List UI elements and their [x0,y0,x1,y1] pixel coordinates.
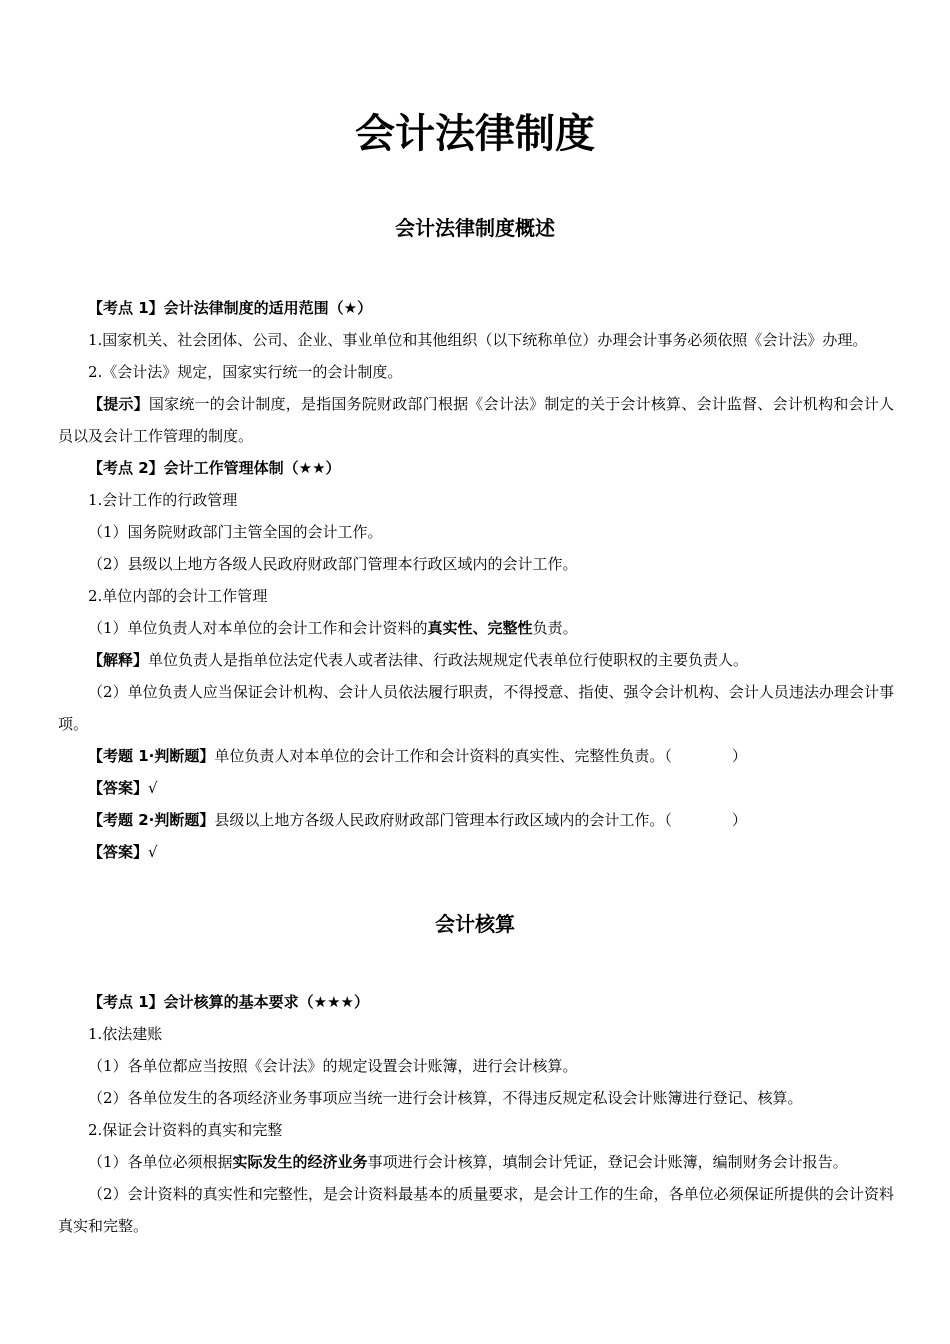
explain-text: 单位负责人是指单位法定代表人或者法律、行政法规规定代表单位行使职权的主要负责人。 [148,651,749,669]
question-2 [58,804,894,836]
document-title: 会计法律制度 [355,111,595,157]
answer-tag: 【答案】 [88,843,149,861]
section-heading-overview: 会计法律制度概述 [395,216,555,240]
tip-text: 国家统一的会计制度，是指国务院财政部门根据《会计法》制定的关于会计核算、会计监督、会计机构和会计人员以及会计工作管理的制度。 [58,395,894,445]
question-1 [58,740,894,772]
text-run: 负责。 [532,619,578,637]
paragraph: （1）各单位都应当按照《会计法》的规定设置会计账簿，进行会计核算。 [88,1057,578,1075]
emphasis-text: 真实性、完整性 [427,619,533,637]
paragraph: （2）会计资料的真实性和完整性，是会计资料最基本的质量要求，是会计工作的生命，各单位必须保证所提供的会计资料真实和完整。 [58,1185,894,1235]
paragraph: 1.依法建账 [88,1025,163,1043]
paragraph: 2.保证会计资料的真实和完整 [88,1121,283,1139]
section-body-overview [58,292,894,868]
question-close: ） [731,747,747,765]
section-body-accounting [58,986,894,1242]
section-heading-accounting: 会计核算 [435,912,515,936]
paragraph [58,1146,894,1178]
text-run: （1）单位负责人对本单位的会计工作和会计资料的 [88,619,428,637]
paragraph: 1.国家机关、社会团体、公司、企业、事业单位和其他组织（以下统称单位）办理会计事务必须依照《会计法》办理。 [88,331,868,349]
kp-heading: 【考点 2】会计工作管理体制（★★） [88,459,341,477]
paragraph: （2）各单位发生的各项经济业务事项应当统一进行会计核算，不得违反规定私设会计账簿进行登记、核算。 [88,1089,803,1107]
answer-tag: 【答案】 [88,779,149,797]
text-run: 事项进行会计核算，填制会计凭证，登记会计账簿，编制财务会计报告。 [367,1153,848,1171]
answer-2 [58,836,894,868]
question-tag: 【考题 1·判断题】 [88,747,215,765]
text-run: （1）各单位必须根据 [88,1153,233,1171]
explain-tag: 【解释】 [88,651,149,669]
question-close: ） [731,811,747,829]
question-text: 单位负责人对本单位的会计工作和会计资料的真实性、完整性负责。（ [214,747,672,765]
paragraph: （2）单位负责人应当保证会计机构、会计人员依法履行职责，不得授意、指使、强令会计机构、会计人员违法办理会计事项。 [58,683,894,733]
paragraph: 1.会计工作的行政管理 [88,491,238,509]
tip-tag: 【提示】 [88,395,149,413]
paragraph [58,612,894,644]
question-text: 县级以上地方各级人民政府财政部门管理本行政区域内的会计工作。（ [214,811,672,829]
paragraph: 2.《会计法》规定，国家实行统一的会计制度。 [88,363,403,381]
answer-text: √ [148,843,158,861]
answer-text: √ [148,779,158,797]
tip-paragraph [58,388,894,452]
emphasis-text: 实际发生的经济业务 [232,1153,368,1171]
kp-heading: 【考点 1】会计法律制度的适用范围（★） [88,299,373,317]
paragraph: （1）国务院财政部门主管全国的会计工作。 [88,523,383,541]
kp-heading: 【考点 1】会计核算的基本要求（★★★） [88,993,370,1011]
paragraph: （2）县级以上地方各级人民政府财政部门管理本行政区域内的会计工作。 [88,555,578,573]
explain-paragraph [58,644,894,676]
answer-1 [58,772,894,804]
question-tag: 【考题 2·判断题】 [88,811,215,829]
paragraph: 2.单位内部的会计工作管理 [88,587,268,605]
